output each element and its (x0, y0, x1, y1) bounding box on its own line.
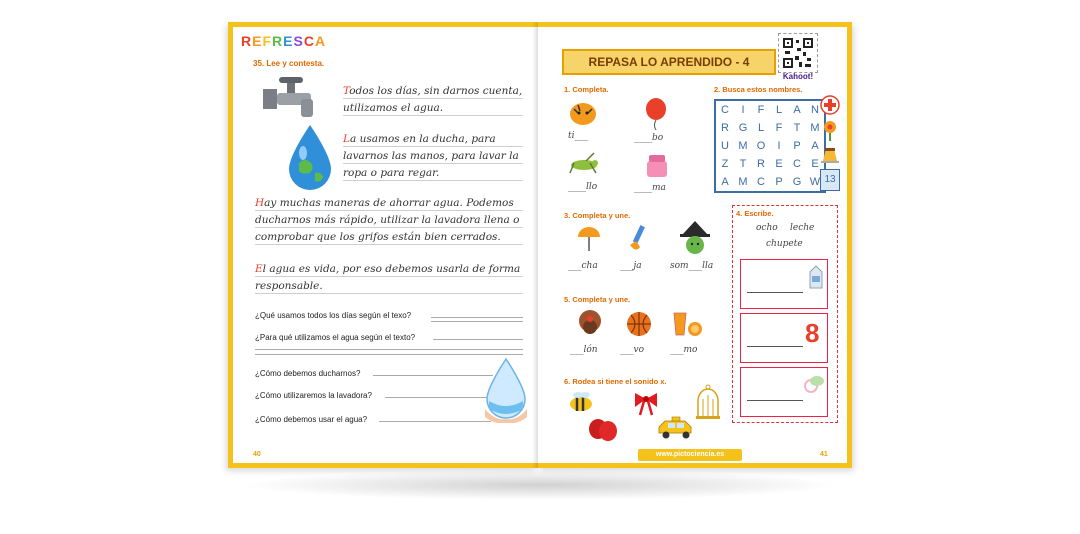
paragraph-3-text: ay muchas maneras de ahorrar agua. Podemos ducharnos más rápido, utilizar la lavadora llena o comprobar que los grifos están bien cerrados. (255, 197, 520, 243)
answer-line[interactable] (379, 421, 491, 422)
answer-line[interactable] (747, 292, 803, 293)
ex3-word-2[interactable]: ___ja (620, 261, 660, 271)
ex4-answer-box-1[interactable] (740, 259, 828, 309)
answer-line[interactable] (747, 400, 803, 401)
word-search-cell[interactable]: M (810, 122, 820, 134)
word-search-cell[interactable]: R (757, 158, 765, 170)
flower-icon (820, 119, 840, 141)
word-search-cell[interactable]: C (757, 176, 765, 188)
page-number-left: 40 (253, 451, 261, 458)
brand-letter: C (303, 33, 315, 49)
paragraph-4 (255, 261, 523, 295)
word-search-cell[interactable]: I (741, 104, 745, 116)
word-search-cell[interactable]: T (739, 158, 747, 170)
word-search-row (716, 137, 824, 155)
word-search-cell[interactable]: G (792, 176, 802, 188)
question-1: ¿Qué usamos todos los días según el texo? (255, 311, 412, 320)
bow-icon[interactable] (632, 389, 660, 417)
paragraph-1 (343, 83, 523, 117)
ex6-title (564, 377, 667, 386)
answer-line[interactable] (385, 397, 493, 398)
brand-letter: A (314, 33, 327, 49)
milk-carton-icon (807, 264, 825, 290)
word-search-cell[interactable]: F (775, 122, 783, 134)
paragraph-3 (255, 195, 523, 246)
ex1-word-4[interactable]: ____ma (634, 183, 666, 193)
cosmetic-jar-icon (644, 151, 670, 179)
boxing-gloves-icon[interactable] (588, 417, 618, 443)
ex4-word-2: leche (790, 223, 815, 233)
word-search-cell[interactable]: P (793, 140, 801, 152)
paragraph-2-cap: L (343, 133, 350, 145)
ex5-title-text: 5. Completa y une. (564, 295, 631, 304)
answer-line[interactable] (431, 317, 523, 318)
page-number-right: 41 (820, 451, 828, 458)
word-search-grid[interactable] (714, 99, 826, 193)
answer-line[interactable] (433, 339, 523, 340)
word-search-cell[interactable]: L (775, 104, 783, 116)
ex1-title-text: 1. Completa. (564, 85, 609, 94)
answer-line[interactable] (431, 321, 523, 322)
word-search-cell[interactable]: F (757, 104, 765, 116)
word-search-cell[interactable]: A (793, 104, 801, 116)
question-5: ¿Cómo debemos usar el agua? (255, 415, 368, 424)
bee-icon[interactable] (566, 389, 596, 415)
ex5-word-1[interactable]: ___lón (570, 345, 610, 355)
book-shadow (240, 470, 840, 500)
word-search-cell[interactable]: W (809, 176, 821, 188)
word-search-cell[interactable]: M (738, 140, 748, 152)
ex2-title (714, 85, 802, 94)
pacifier-icon (803, 372, 825, 394)
word-search-cell[interactable]: P (775, 176, 783, 188)
kahoot-logo[interactable]: Kahoot! (782, 72, 814, 81)
witch-icon (678, 219, 712, 255)
word-search-cell[interactable]: C (793, 158, 801, 170)
brand-letter: R (241, 33, 253, 49)
ex4-word-1: ocho (756, 223, 778, 233)
ex3-word-3[interactable]: som___lla (670, 261, 726, 271)
brand-letter: F (262, 33, 273, 49)
ex5-title (564, 295, 630, 304)
word-search-cell[interactable]: A (721, 176, 729, 188)
calendar-icon: 13 (820, 169, 840, 191)
turkey-icon (576, 309, 604, 339)
word-search-cell[interactable]: T (793, 122, 801, 134)
grasshopper-icon (568, 151, 602, 177)
tiger-icon (568, 99, 598, 127)
word-search-cell[interactable]: U (721, 140, 729, 152)
red-cross-icon (820, 95, 840, 115)
word-search-cell[interactable]: M (738, 176, 748, 188)
right-page (538, 22, 852, 468)
word-search-cell[interactable]: E (811, 158, 819, 170)
word-search-row (716, 119, 824, 137)
word-search-cell[interactable]: O (756, 140, 766, 152)
ex5-word-3[interactable]: ___mo (670, 345, 710, 355)
word-search-cell[interactable]: A (811, 140, 819, 152)
word-search-table[interactable] (716, 101, 824, 191)
birdcage-icon[interactable] (694, 383, 722, 421)
ex6-title-text: 6. Rodea si tiene el sonido x. (564, 377, 667, 386)
paragraph-4-cap: E (255, 263, 263, 275)
ex1-word-2[interactable]: ____bo (634, 133, 664, 143)
water-drop-hands-icon (483, 357, 529, 423)
orange-juice-icon (670, 309, 704, 339)
exercise-title: 35. Lee y contesta. (253, 59, 325, 68)
paragraph-1-text: odos los días, sin darnos cuenta, utilizamos el agua. (343, 85, 523, 114)
paragraph-3-cap: H (255, 197, 265, 209)
balloon-icon (644, 97, 668, 131)
word-search-cell[interactable]: Z (721, 158, 729, 170)
word-search-cell[interactable]: G (738, 122, 748, 134)
review-banner: REPASA LO APRENDIDO - 4 (562, 49, 776, 75)
paragraph-2 (343, 131, 523, 182)
ex4-title (736, 209, 774, 218)
word-search-cell[interactable]: L (757, 122, 765, 134)
number-eight-icon: 8 (805, 318, 820, 348)
paragraph-2-text: a usamos en la ducha, para lavarnos las manos, para lavar la ropa o para regar. (343, 133, 519, 179)
word-search-cell[interactable]: N (811, 104, 819, 116)
water-drop-earth-icon (285, 123, 335, 193)
ex4-word-3: chupete (766, 239, 803, 249)
word-search-cell[interactable]: C (721, 104, 729, 116)
ex3-title (564, 211, 630, 220)
basketball-icon (626, 311, 652, 337)
ex5-word-2[interactable]: ___vo (620, 345, 660, 355)
paragraph-4-text: l agua es vida, por eso debemos usarla de forma responsable. (255, 263, 521, 292)
ex4-answer-box-3[interactable] (740, 367, 828, 417)
left-page (228, 22, 538, 468)
word-search-row (716, 155, 824, 173)
flan-icon (819, 145, 841, 165)
ex3-title-text: 3. Completa y une. (564, 211, 631, 220)
ex2-title-text: 2. Busca estos nombres. (714, 85, 803, 94)
ex1-word-1[interactable]: ti___ (568, 131, 588, 141)
word-search-cell[interactable]: I (777, 140, 781, 152)
footer-url[interactable]: www.pictociencia.es (638, 449, 742, 461)
brand-letter: R (272, 33, 284, 49)
brand-letter: E (252, 33, 263, 49)
word-search-cell[interactable]: E (775, 158, 783, 170)
faucet-icon (261, 75, 325, 123)
ex1-title (564, 85, 609, 94)
word-search-row (716, 101, 824, 119)
umbrella-icon (576, 225, 602, 255)
word-search-cell[interactable]: R (721, 122, 729, 134)
question-2: ¿Para qué utilizamos el agua según el texto? (255, 333, 416, 342)
ex4-title-text: 4. Escribe. (736, 209, 774, 218)
qr-code-icon[interactable] (778, 33, 818, 73)
taxi-icon[interactable] (656, 415, 696, 441)
paintbrush-icon (626, 223, 650, 255)
ex3-word-1[interactable]: ___cha (568, 261, 608, 271)
paragraph-1-cap: T (343, 85, 350, 97)
brand-letter: S (293, 33, 304, 49)
answer-line[interactable] (747, 346, 803, 347)
question-4: ¿Cómo utilizaremos la lavadora? (255, 391, 372, 400)
ex4-answer-box-2[interactable] (740, 313, 828, 363)
answer-line[interactable] (255, 354, 523, 355)
ex1-word-3[interactable]: ____llo (568, 182, 598, 192)
answer-line[interactable] (255, 349, 523, 350)
word-search-row (716, 173, 824, 191)
brand-title (241, 33, 326, 49)
brand-letter: E (283, 33, 294, 49)
answer-line[interactable] (373, 375, 493, 376)
question-3: ¿Cómo debemos ducharnos? (255, 369, 361, 378)
